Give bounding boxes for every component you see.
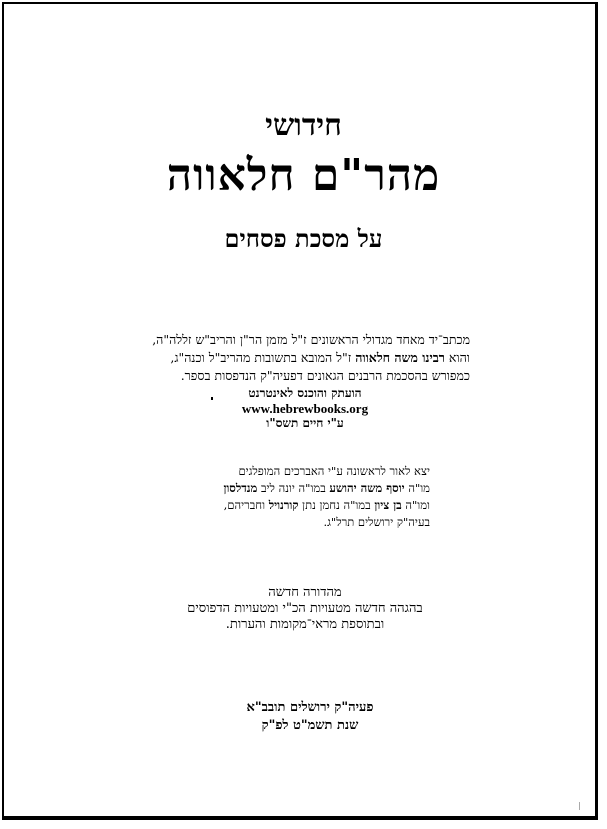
description-line-1: מכתב־יד מאחד מגדולי הראשונים ז"ל מזמן הר"ן והריב"ש זללה"ה, <box>152 332 470 347</box>
publication-line-1: יצא לאור לראשונה ע"י האברכים המופלגים <box>238 464 430 478</box>
edition-info <box>150 585 460 633</box>
publication-line-3e: וחבריהם, <box>223 498 269 512</box>
publication-line-2 <box>150 480 430 497</box>
publication-surname-2: קורנויל <box>268 498 299 512</box>
edition-line-2: בהגהה חדשה מטעויות הכ"י ומטעויות הדפוסים <box>187 601 423 616</box>
publication-surname-1: מנדלסון <box>223 481 258 495</box>
imprint <box>150 699 470 735</box>
publication-line-2c: במו"ה יונה ליב <box>257 481 330 495</box>
imprint-year: שנת תשמ"ט לפ"ק <box>261 718 359 733</box>
credits-line-3: ע"י חיים תשס"ו <box>266 416 344 430</box>
publication-line-2a: מו"ה <box>404 481 430 495</box>
corner-mark <box>579 802 580 810</box>
publication-info <box>150 463 430 531</box>
publication-line-3a: ומו"ה <box>401 498 430 512</box>
description-author-name: רבינו משה חלאווה <box>355 350 445 365</box>
title-tractate: על מסכת פסחים <box>224 224 383 253</box>
credits-line-1: הועתק והוכנס לאינטרנט <box>248 386 362 400</box>
imprint-place: פעיה"ק ירושלים תובב"א <box>246 700 374 715</box>
description <box>120 331 470 385</box>
edition-line-3: ובתוספת מראי־מקומות והערות. <box>225 617 385 632</box>
publication-line-3 <box>150 497 430 514</box>
description-line-3: כמפורש בהסכמת הרבנים הגאונים דפעיה"ק הנדפסות בספר. <box>180 368 470 383</box>
description-line-2a: והוא <box>444 350 470 365</box>
title-line-1: חידושי <box>265 108 342 143</box>
description-line-2 <box>120 349 470 367</box>
publication-name-1: יוסף משה יהושע <box>329 481 405 495</box>
credits-url: www.hebrewbooks.org <box>241 401 369 416</box>
description-line-2c: ז"ל המובא בתשובות מהריב"ל וכנה"ג, <box>170 350 356 365</box>
publication-line-4: בעיה"ק ירושלים תרל"ג. <box>323 515 430 529</box>
publication-line-3c: במו"ה נחמן נתן <box>298 498 375 512</box>
credits <box>180 386 430 431</box>
title-author: מהר"ם חלאווה <box>166 150 441 201</box>
edition-line-1: מהדורה חדשה <box>268 585 342 600</box>
publication-name-2: בן ציון <box>374 498 402 512</box>
